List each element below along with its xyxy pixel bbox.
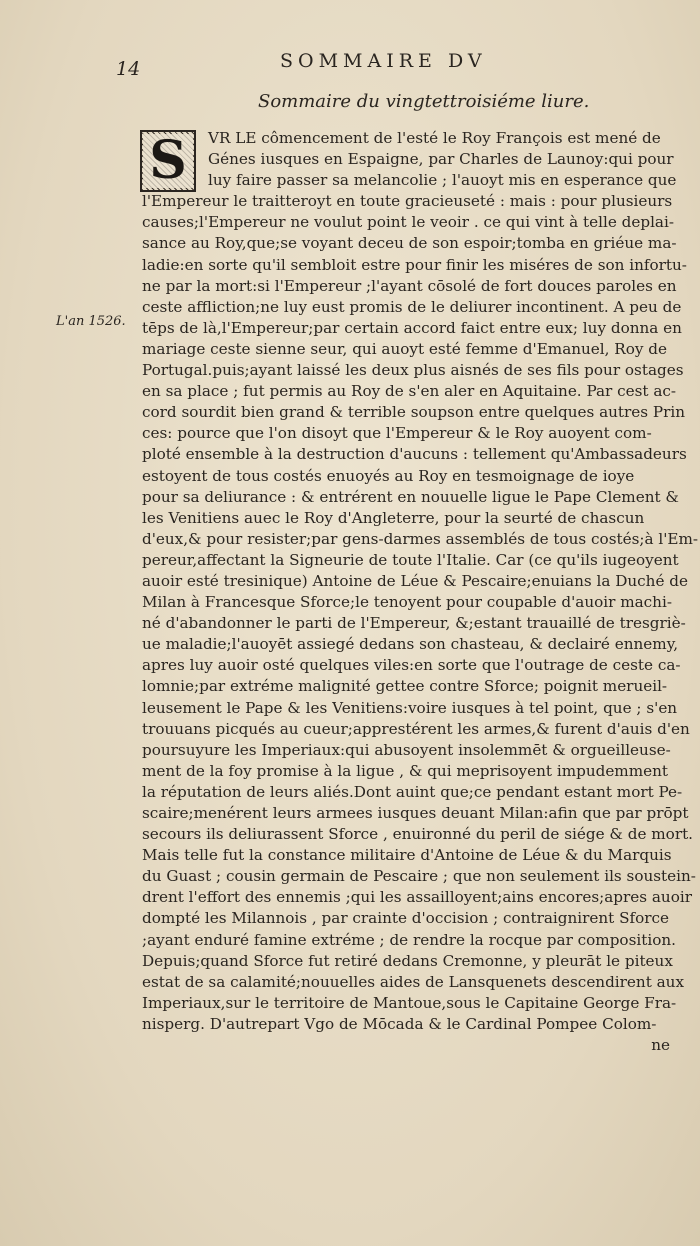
text-line: sance au Roy,que;se voyant deceu de son espoir;tomba en griéue ma- [142, 234, 677, 253]
text-line: pereur,affectant la Signeurie de toute l'Italie. Car (ce qu'ils iugeoyent [142, 550, 679, 569]
text-line: dompté les Milannois , par crainte d'occision ; contraignirent Sforce [142, 909, 669, 928]
margin-note: L'an 1526. [56, 314, 126, 329]
text-line: né d'abandonner le parti de l'Empereur, &;estant trauaillé de tresgriè- [142, 614, 686, 633]
text-line: causes;l'Empereur ne voulut point le veoir . ce qui vint à telle deplai- [142, 213, 674, 232]
text-line: Depuis;quand Sforce fut retiré dedans Cremonne, y pleurāt le piteux [142, 951, 673, 970]
text-line: Imperiaux,sur le territoire de Mantoue,sous le Capitaine George Fra- [142, 993, 677, 1012]
text-line: estat de sa calamité;nouuelles aides de Lansquenets descendirent aux [142, 972, 685, 991]
text-line: poursuyure les Imperiaux:qui abusoyent insolemmēt & orgueilleuse- [142, 740, 671, 759]
text-line: ploté ensemble à la destruction d'aucuns : tellement qu'Ambassadeurs [142, 445, 687, 464]
text-line: ue maladie;l'auoyēt assiegé dedans son chasteau, & declairé ennemy, [142, 635, 679, 654]
text-line: nisperg. D'autrepart Vgo de Mōcada & le Cardinal Pompee Colom- [142, 1014, 657, 1033]
text-line: Milan à Francesque Sforce;le tenoyent pour coupable d'auoir machi- [142, 593, 672, 612]
text-line: leusement le Pape & les Venitiens:voire iusques à tel point, que ; s'en [142, 698, 678, 717]
book-title: Sommaire du vingtettroisiéme liure. [258, 91, 590, 112]
page-number: 14 [116, 58, 141, 80]
running-head: SOMMAIRE DV [280, 50, 487, 72]
text-line: en sa place ; fut permis au Roy de s'en aler en Aquitaine. Par cest ac- [142, 382, 677, 401]
text-line: apres luy auoir osté quelques viles:en sorte que l'outrage de ceste ca- [142, 656, 681, 675]
text-line: drent l'effort des ennemis ;qui les assailloyent;ains encores;apres auoir [142, 888, 692, 907]
drop-cap-letter: S [143, 134, 193, 188]
text-line: pour sa deliurance : & entrérent en nouuelle ligue le Pape Clement & [142, 487, 679, 506]
text-line: VR LE cômencement de l'esté le Roy François est mené de [208, 129, 661, 147]
text-line: secours ils deliurassent Sforce , enuironné du peril de siége & de mort. [142, 825, 694, 844]
text-line: ne [651, 1036, 670, 1055]
text-line: luy faire passer sa melancolie ; l'auoyt mis en esperance que [208, 171, 677, 190]
body-text [142, 128, 699, 1056]
text-line: auoir esté tresinique) Antoine de Léue & Pescaire;enuians la Duché de [142, 571, 688, 590]
text-line: ne par la mort:si l'Empereur ;l'ayant cōsolé de fort douces paroles en [142, 276, 677, 295]
text-line: lomnie;par extréme malignité gettee contre Sforce; poignit merueil- [142, 677, 668, 696]
text-line: trouuans picqués au cueur;apprestérent les armes,& furent d'auis d'en [142, 719, 690, 738]
text-line: Mais telle fut la constance militaire d'Antoine de Léue & du Marquis [142, 846, 672, 865]
text-line: d'eux,& pour resister;par gens-darmes assemblés de tous costés;à l'Em- [142, 529, 699, 548]
text-line: ladie:en sorte qu'il sembloit estre pour finir les miséres de son infortu- [142, 255, 687, 274]
text-line: ces: pource que l'on disoyt que l'Empereur & le Roy auoyent com- [142, 424, 652, 443]
text-line: tēps de là,l'Empereur;par certain accord faict entre eux; luy donna en [142, 318, 682, 337]
text-line: cord sourdit bien grand & terrible soupson entre quelques autres Prin [142, 403, 686, 422]
text-line: Portugal.puis;ayant laissé les deux plus aisnés de ses fils pour ostages [142, 361, 684, 380]
text-line: la réputation de leurs aliés.Dont auint que;ce pendant estant mort Pe- [142, 782, 683, 801]
text-line: l'Empereur le traitteroyt en toute gracieuseté : mais : pour plusieurs [142, 192, 673, 211]
text-line: les Venitiens auec le Roy d'Angleterre, pour la seurté de chascun [142, 508, 645, 527]
text-line: ceste affliction;ne luy eust promis de le deliurer incontinent. A peu de [142, 297, 682, 316]
text-line: du Guast ; cousin germain de Pescaire ; que non seulement ils soustein- [142, 867, 696, 886]
text-line: ;ayant enduré famine extréme ; de rendre la rocque par composition. [142, 930, 676, 949]
text-line: estoyent de tous costés enuoyés au Roy en tesmoignage de ioye [142, 466, 635, 485]
text-line: scaire;menérent leurs armees iusques deuant Milan:afin que par prōpt [142, 804, 689, 822]
text-line: Génes iusques en Espaigne, par Charles de Launoy:qui pour [208, 150, 674, 169]
text-line: mariage ceste sienne seur, qui auoyt esté femme d'Emanuel, Roy de [142, 339, 668, 358]
text-line: ment de la foy promise à la ligue , & qui meprisoyent impudemment [142, 761, 668, 780]
